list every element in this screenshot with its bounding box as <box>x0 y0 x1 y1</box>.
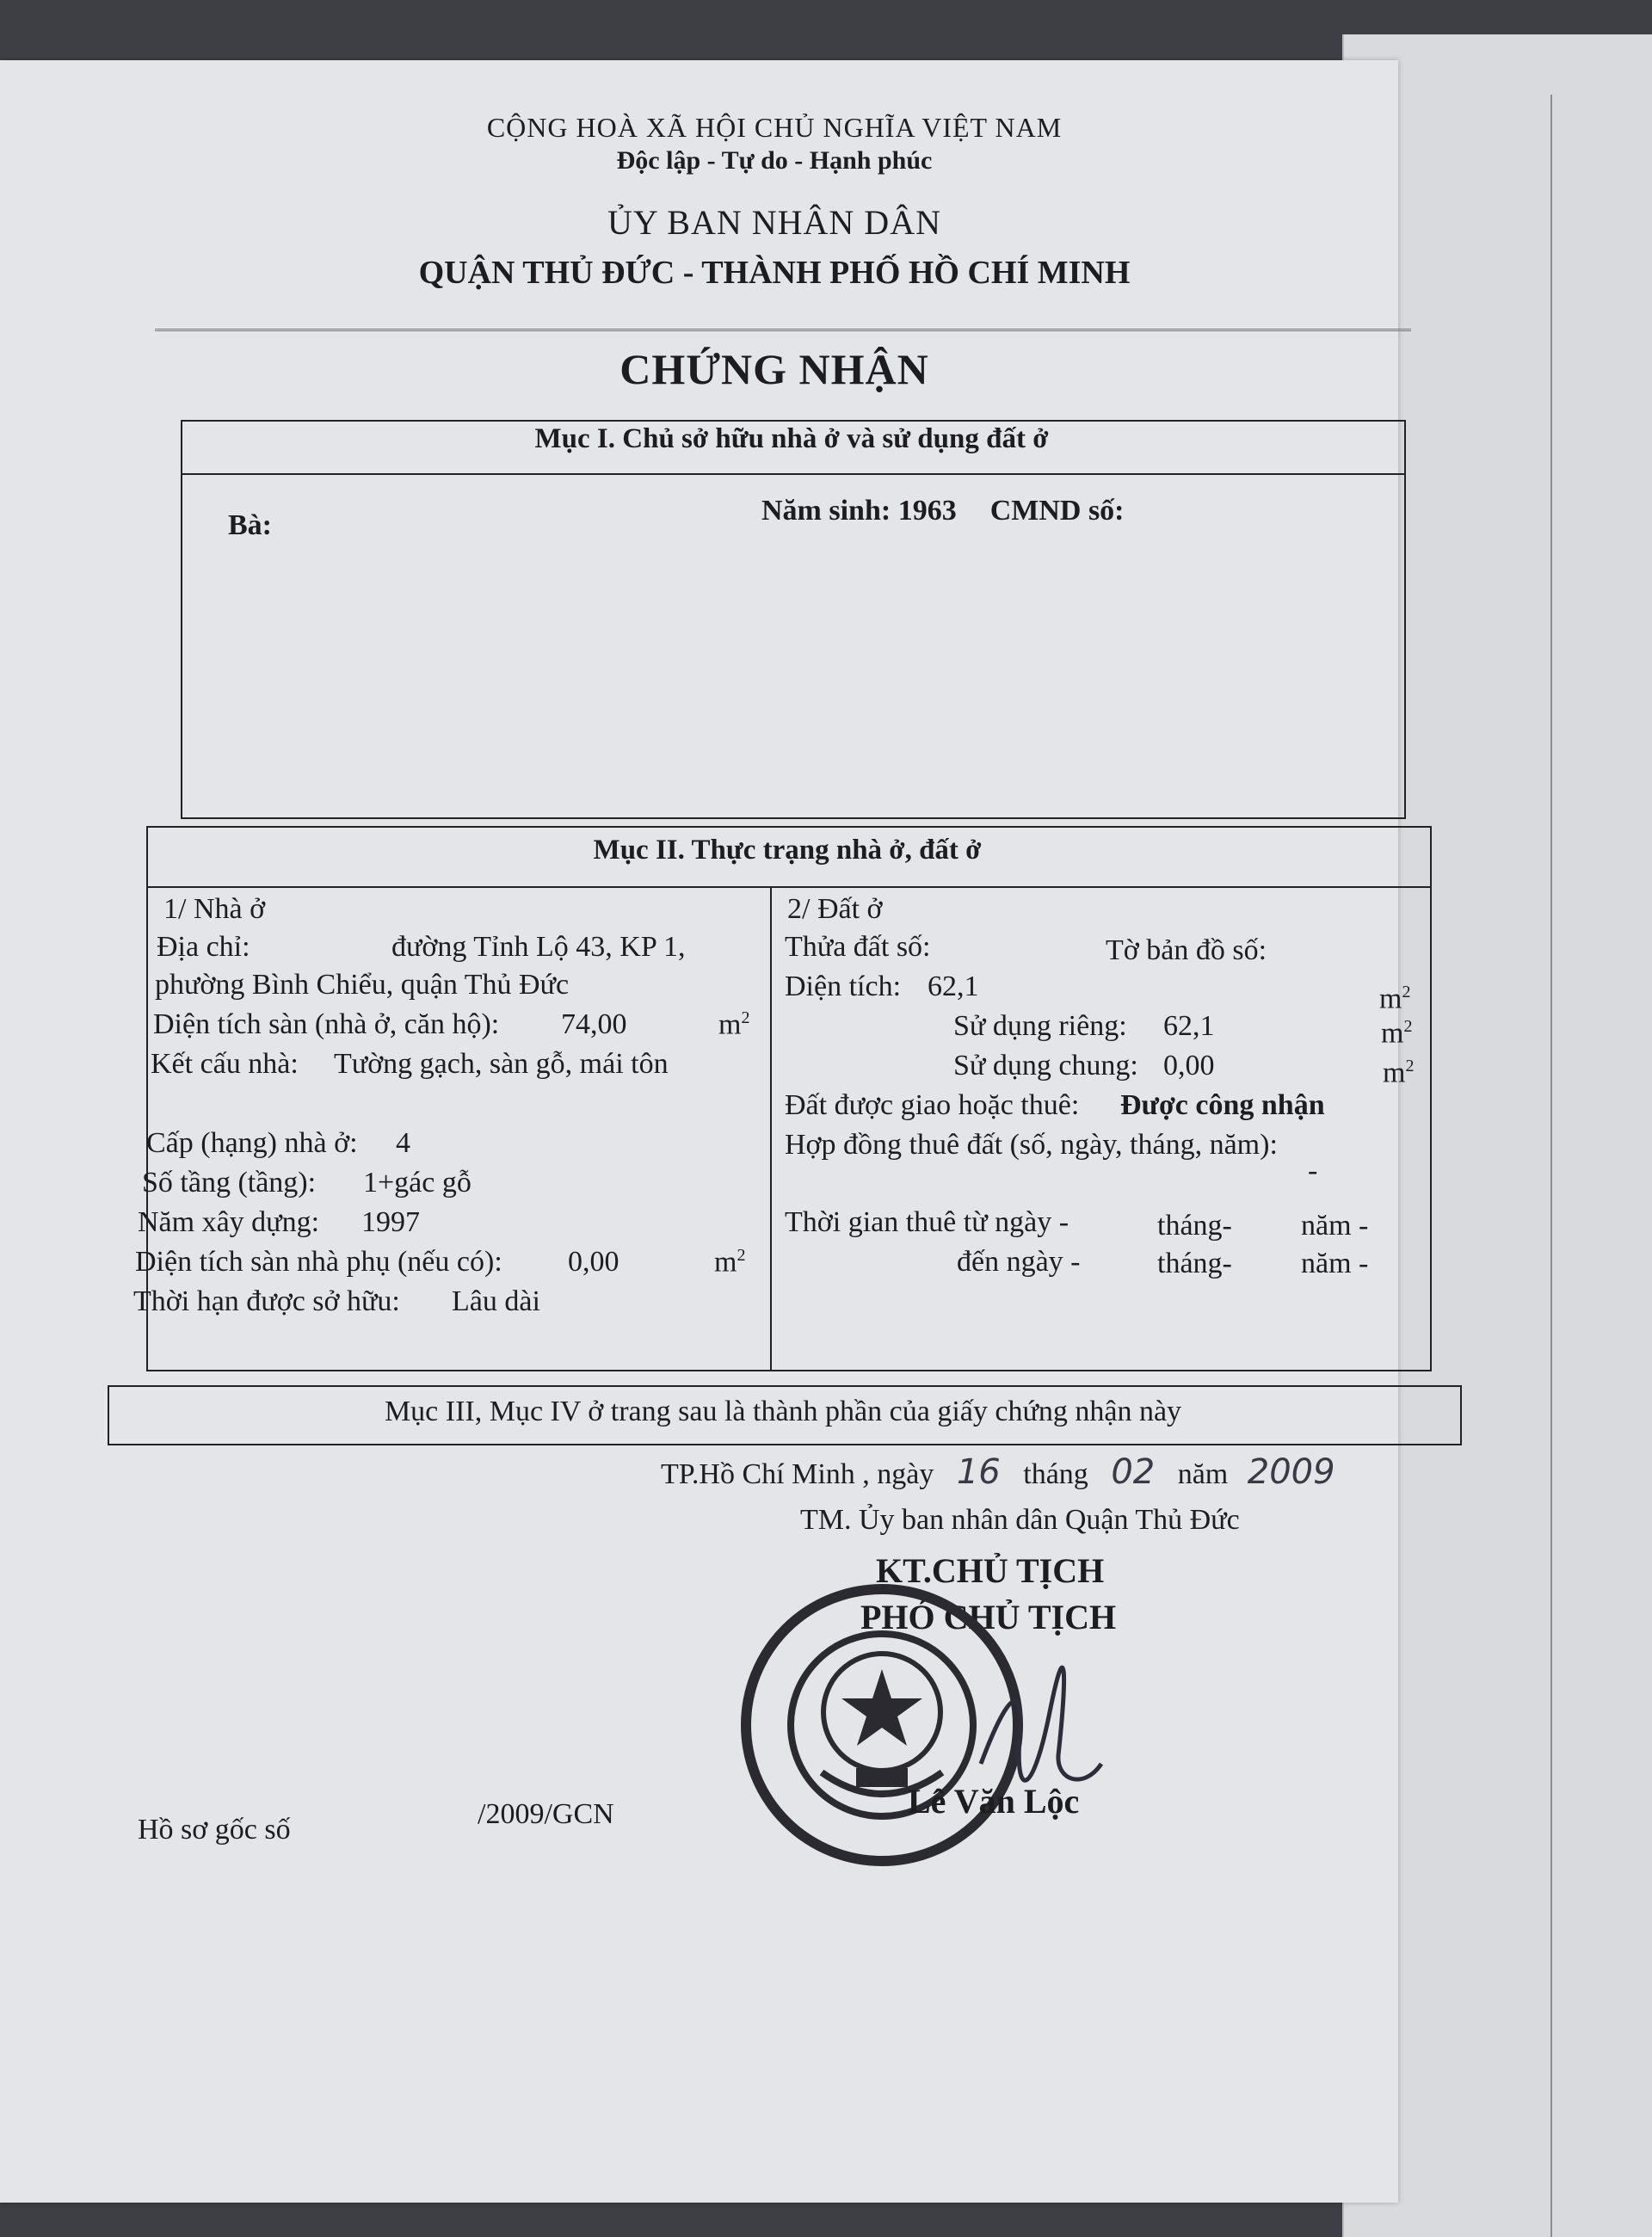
allocation-value: Được công nhận <box>1120 1089 1325 1121</box>
grade-label: Cấp (hạng) nhà ở: <box>146 1127 358 1159</box>
section1-title: Mục I. Chủ sở hữu nhà ở và sử dụng đất ở <box>534 423 1049 454</box>
committee-heading: ỦY BAN NHÂN DÂN <box>607 203 941 242</box>
address-label: Địa chỉ: <box>157 931 250 963</box>
signer-name: Lê Văn Lộc <box>908 1782 1080 1821</box>
land-area-value: 62,1 <box>928 971 979 1002</box>
file-number: /2009/GCN <box>478 1798 614 1830</box>
year-label: năm <box>1177 1458 1229 1490</box>
district-heading: QUẬN THỦ ĐỨC - THÀNH PHỐ HỒ CHÍ MINH <box>418 255 1131 291</box>
land-heading: 2/ Đất ở <box>787 893 883 925</box>
aux-area-label: Diện tích sàn nhà phụ (nếu có): <box>135 1246 502 1278</box>
floors-value: 1+gác gỗ <box>363 1167 472 1199</box>
birth-label: Năm sinh: <box>761 495 891 527</box>
structure-label: Kết cấu nhà: <box>151 1048 299 1080</box>
birth-field <box>761 495 1125 527</box>
back-page-edge <box>1550 95 1652 2237</box>
land-area-label: Diện tích: <box>785 971 902 1002</box>
republic-heading: CỘNG HOÀ XÃ HỘI CHỦ NGHĨA VIỆT NAM <box>486 112 1063 143</box>
section1-table <box>181 420 1406 819</box>
shared-use-label: Sử dụng chung: <box>953 1050 1138 1082</box>
lease-contract-value: - <box>1308 1155 1318 1186</box>
file-number-label: Hồ sơ gốc số <box>138 1814 291 1846</box>
issue-place: TP.Hồ Chí Minh <box>661 1458 855 1490</box>
id-label: CMND số: <box>989 495 1125 527</box>
continuation-note: Mục III, Mục IV ở trang sau là thành phần của giấy chứng nhận này <box>384 1396 1182 1427</box>
aux-area-unit: $m^2$ <box>714 1246 746 1279</box>
on-behalf-of: TM. Ủy ban nhân dân Quận Thủ Đức <box>800 1504 1240 1536</box>
private-use-unit: $m^2$ <box>1381 1017 1413 1050</box>
lease-to-label: đến ngày - <box>957 1246 1081 1278</box>
aux-area-value: 0,00 <box>568 1246 620 1278</box>
birth-year: 1963 <box>897 495 957 527</box>
vice-chairman-title: PHÓ CHỦ TỊCH <box>860 1598 1117 1636</box>
floor-area-unit: $m^2$ <box>718 1008 750 1041</box>
lease-from-year: năm - <box>1301 1210 1369 1242</box>
lease-to-month: tháng- <box>1157 1248 1232 1279</box>
grade-value: 4 <box>396 1127 410 1159</box>
issue-date-line <box>661 1452 1335 1492</box>
motto: Độc lập - Tự do - Hạnh phúc <box>616 146 933 175</box>
certificate-title: CHỨNG NHẬN <box>620 345 929 393</box>
map-label: Tờ bản đồ số: <box>1106 934 1267 966</box>
term-label: Thời hạn được sở hữu: <box>133 1285 400 1317</box>
shared-use-unit: $m^2$ <box>1383 1057 1415 1089</box>
for-chairman: KT.CHỦ TỊCH <box>876 1551 1105 1590</box>
section2-title: Mục II. Thực trạng nhà ở, đất ở <box>593 835 982 866</box>
floor-area-value: 74,00 <box>561 1008 627 1040</box>
land-area-unit: $m^2$ <box>1379 983 1411 1015</box>
issue-day: 16 <box>956 1452 1001 1492</box>
allocation-label: Đất được giao hoặc thuê: <box>785 1089 1080 1121</box>
lease-from-month: tháng- <box>1157 1210 1232 1242</box>
floors-label: Số tầng (tầng): <box>142 1167 317 1199</box>
lease-from-label: Thời gian thuê từ ngày - <box>785 1206 1069 1238</box>
section1-title-divider <box>181 473 1404 475</box>
lease-to-year: năm - <box>1301 1248 1369 1279</box>
house-heading: 1/ Nhà ở <box>163 893 266 925</box>
term-value: Lâu dài <box>452 1285 540 1317</box>
section2-title-divider <box>146 886 1430 888</box>
day-label: , ngày <box>862 1458 934 1490</box>
shared-use-value: 0,00 <box>1163 1050 1215 1082</box>
plot-label: Thửa đất số: <box>785 931 931 963</box>
month-label: tháng <box>1023 1458 1088 1490</box>
address-line1: đường Tỉnh Lộ 43, KP 1, <box>391 931 686 963</box>
floor-area-label: Diện tích sàn (nhà ở, căn hộ): <box>153 1008 500 1040</box>
header-divider <box>155 329 1411 331</box>
certificate-page <box>0 60 1415 2203</box>
structure-value: Tường gạch, sàn gỗ, mái tôn <box>334 1048 669 1080</box>
owner-label: Bà: <box>228 509 272 541</box>
built-label: Năm xây dựng: <box>138 1206 320 1238</box>
issue-month: 02 <box>1111 1452 1156 1492</box>
lease-contract-label: Hợp đồng thuê đất (số, ngày, tháng, năm): <box>785 1129 1278 1161</box>
issue-year: 2009 <box>1247 1452 1335 1492</box>
private-use-value: 62,1 <box>1163 1010 1215 1042</box>
address-line2: phường Bình Chiểu, quận Thủ Đức <box>155 969 570 1001</box>
built-value: 1997 <box>361 1206 420 1238</box>
section2-column-divider <box>770 886 772 1370</box>
private-use-label: Sử dụng riêng: <box>953 1010 1127 1042</box>
